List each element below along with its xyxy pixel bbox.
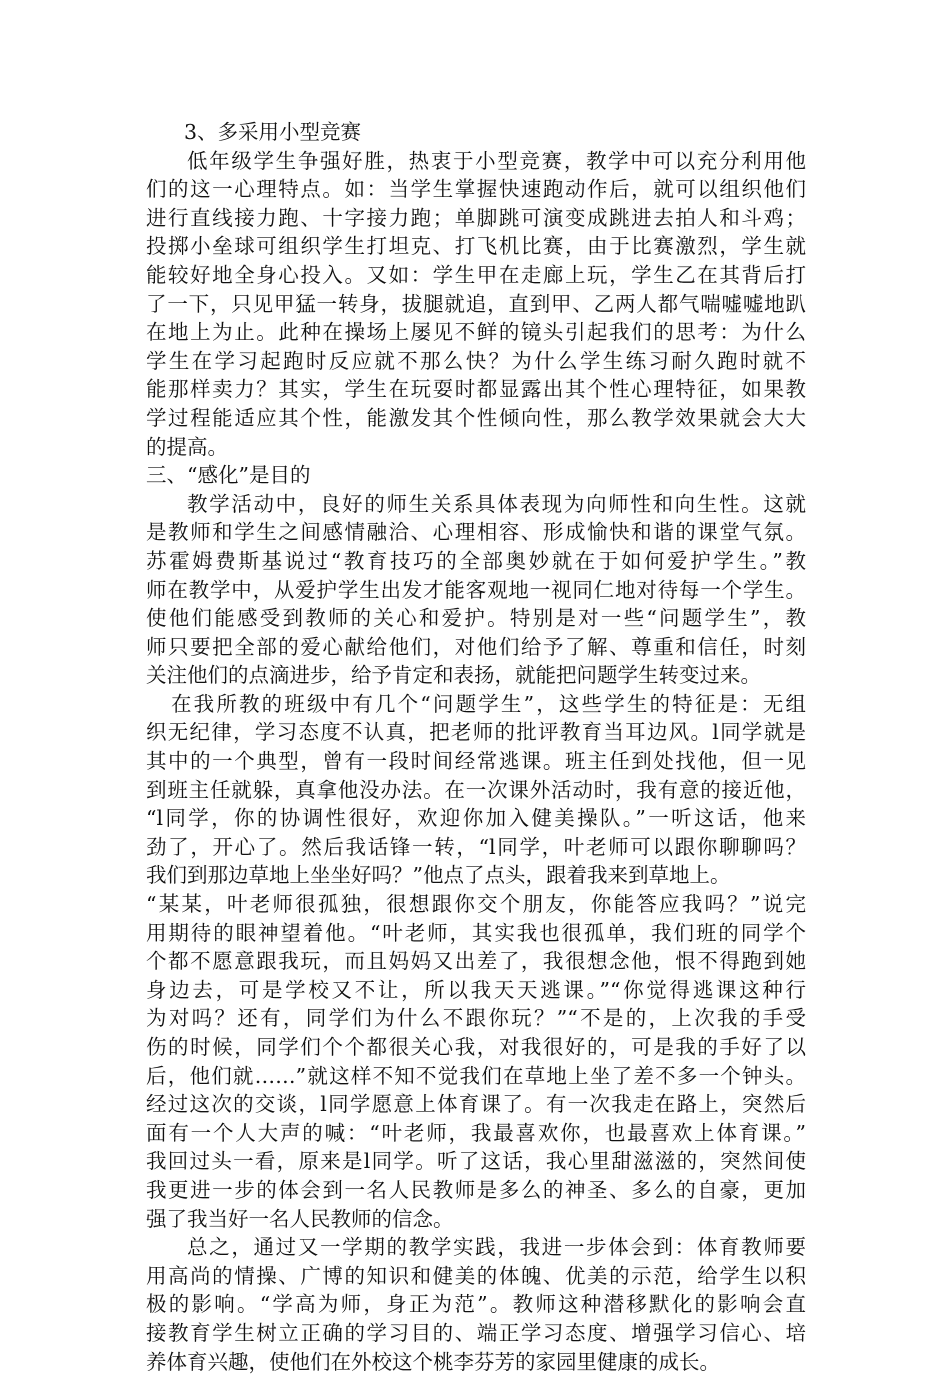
- text-line: 能那样卖力？其实，学生在玩耍时都显露出其个性心理特征，如果教: [146, 377, 806, 402]
- text-line: 用高尚的情操、广博的知识和健美的体魄、优美的示范，给学生以积: [146, 1263, 806, 1288]
- text-line: 了一下，只见甲猛一转身，拔腿就追，直到甲、乙两人都气喘嘘嘘地趴: [146, 291, 806, 316]
- text-line: 强了我当好一名人民教师的信念。: [146, 1206, 454, 1231]
- text-line: 的提高。: [146, 434, 228, 459]
- paragraph-competition: [146, 147, 806, 462]
- text-line: 使他们能感受到教师的关心和爱护。特别是对一些“问题学生”，教: [146, 606, 806, 631]
- text-line: 接教育学生树立正确的学习目的、端正学习态度、增强学习信心、培: [146, 1320, 806, 1345]
- text-line: 养体育兴趣，使他们在外校这个桃李芬芳的家园里健康的成长。: [146, 1349, 720, 1374]
- section-3-heading: 3、多采用小型竞赛: [184, 120, 362, 144]
- text-line: 师在教学中，从爱护学生出发才能客观地一视同仁地对待每一个学生。: [146, 577, 806, 602]
- text-line: 在地上为止。此种在操场上屡见不鲜的镜头引起我们的思考：为什么: [146, 320, 806, 345]
- text-line: 师只要把全部的爱心献给他们，对他们给予了解、尊重和信任，时刻: [146, 634, 806, 659]
- text-line: 教学活动中，良好的师生关系具体表现为向师性和向生性。这就: [187, 491, 806, 516]
- text-line: 进行直线接力跑、十字接力跑；单脚跳可演变成跳进去拍人和斗鸡；: [146, 205, 806, 230]
- text-line: 我们到那边草地上坐坐好吗？”他点了点头，跟着我来到草地上。: [146, 863, 731, 888]
- text-line: 我回过头一看，原来是l同学。听了这话，我心里甜滋滋的，突然间使: [146, 1149, 806, 1174]
- text-line: “某某，叶老师很孤独，很想跟你交个朋友，你能答应我吗？”说完: [146, 892, 806, 917]
- text-line: 后，他们就……”就这样不知不觉我们在草地上坐了差不多一个钟头。: [146, 1063, 806, 1088]
- text-line: 面有一个人大声的喊：“叶老师，我最喜欢你，也最喜欢上体育课。”: [146, 1120, 806, 1145]
- paragraph-teacher-student-relationship: [146, 490, 806, 690]
- text-line: 是教师和学生之间感情融洽、心理相容、形成愉快和谐的课堂气氛。: [146, 520, 806, 545]
- text-line: “l同学，你的协调性很好，欢迎你加入健美操队。”一听这话，他来: [146, 806, 806, 831]
- text-line: 为对吗？还有，同学们为什么不跟你玩？”“不是的，上次我的手受: [146, 1006, 806, 1031]
- text-line: 极的影响。“学高为师，身正为范”。教师这种潜移默化的影响会直: [146, 1292, 806, 1317]
- text-line: 个都不愿意跟我玩，而且妈妈又出差了，我很想念他，恨不得跑到她: [146, 949, 806, 974]
- text-line: 我更进一步的体会到一名人民教师是多么的神圣、多么的自豪，更加: [146, 1177, 806, 1202]
- text-line: 学生在学习起跑时反应就不那么快？为什么学生练习耐久跑时就不: [146, 348, 806, 373]
- text-line: 劲了，开心了。然后我话锋一转，“l同学，叶老师可以跟你聊聊吗？: [146, 834, 806, 859]
- text-line: 伤的时候，同学们个个都很关心我，对我很好的，可是我的手好了以: [146, 1035, 806, 1059]
- paragraph-conclusion: [146, 1233, 806, 1376]
- text-line: 投掷小垒球可组织学生打坦克、打飞机比赛，由于比赛激烈，学生就: [146, 234, 806, 259]
- text-line: 其中的一个典型，曾有一段时间经常逃课。班主任到处找他，但一见: [146, 749, 806, 774]
- paragraph-problem-student-story: [146, 690, 806, 1233]
- part-3-heading: 三、“感化”是目的: [146, 463, 311, 488]
- text-line: 低年级学生争强好胜，热衷于小型竞赛，教学中可以充分利用他: [187, 148, 806, 173]
- text-line: 关注他们的点滴进步，给予肯定和表扬，就能把问题学生转变过来。: [146, 663, 761, 688]
- text-line: 经过这次的交谈，l同学愿意上体育课了。有一次我走在路上，突然后: [146, 1092, 806, 1117]
- text-line: 织无纪律，学习态度不认真，把老师的批评教育当耳边风。l同学就是: [146, 720, 806, 745]
- text-line: 身边去，可是学校又不让，所以我天天逃课。”“你觉得逃课这种行: [146, 977, 806, 1002]
- text-line: 苏霍姆费斯基说过“教育技巧的全部奥妙就在于如何爱护学生。”教: [146, 548, 806, 573]
- text-line: 学过程能适应其个性，能激发其个性倾向性，那么教学效果就会大大: [146, 405, 806, 430]
- text-line: 们的这一心理特点。如：当学生掌握快速跑动作后，就可以组织他们: [146, 177, 806, 202]
- text-line: 能较好地全身心投入。又如：学生甲在走廊上玩，学生乙在其背后打: [146, 262, 806, 287]
- text-line: 在我所教的班级中有几个“问题学生”，这些学生的特征是：无组: [171, 691, 806, 716]
- text-line: 总之，通过又一学期的教学实践，我进一步体会到：体育教师要: [187, 1235, 806, 1260]
- text-line: 用期待的眼神望着他。“叶老师，其实我也很孤单，我们班的同学个: [146, 920, 806, 945]
- document-page: [146, 118, 806, 1376]
- text-line: 到班主任就躲，真拿他没办法。在一次课外活动时，我有意的接近他，: [146, 777, 806, 802]
